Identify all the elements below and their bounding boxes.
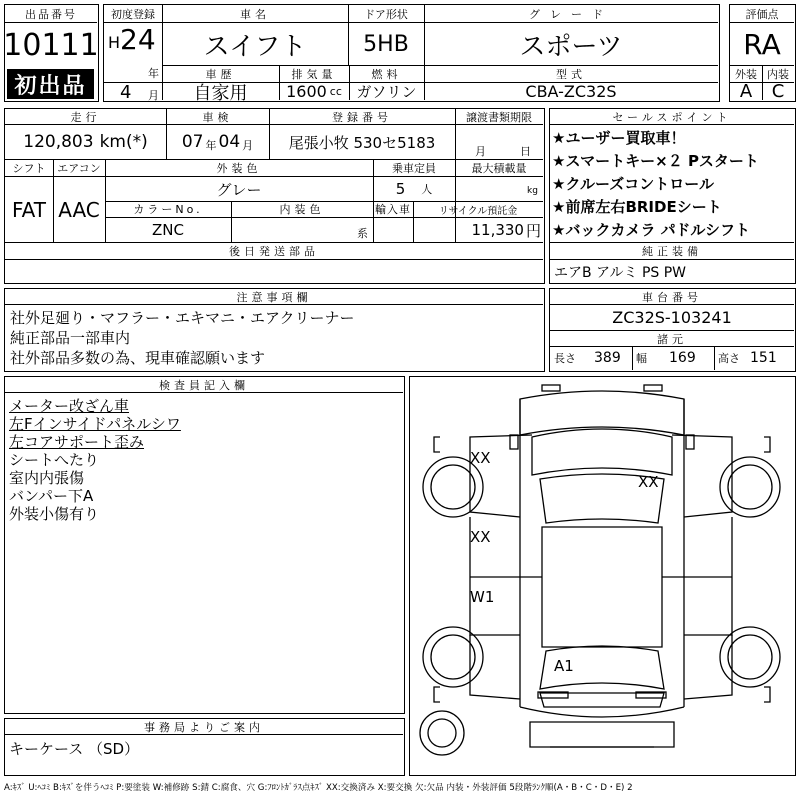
car-name: スイフト (203, 31, 307, 62)
car-name-label: 車名 (240, 7, 270, 21)
transfer-day-unit: 日 (520, 145, 531, 158)
grade: スポーツ (519, 31, 623, 62)
height-label: 高さ (718, 352, 740, 365)
height-value: 151 (750, 350, 777, 366)
damage-mark: XX (470, 528, 491, 546)
chassis-box (549, 288, 796, 372)
inspector-line: 左コアサポート歪み (9, 433, 145, 451)
vehicle-info-box (103, 4, 720, 102)
insp-month-unit: 月 (242, 139, 254, 152)
displacement (279, 83, 349, 100)
notes-box (4, 288, 545, 372)
lot-number-box (4, 4, 99, 102)
length-value: 389 (594, 350, 621, 366)
car-diagram (410, 377, 794, 774)
note-line: 社外足廻り・マフラー・エキマニ・エアクリーナー (10, 309, 355, 327)
ext-grade: A (739, 81, 753, 102)
inspector-line: 外装小傷有り (9, 505, 100, 523)
insp-month: 04 (218, 132, 241, 152)
inspector-line: 室内内張傷 (9, 469, 85, 487)
inspection-label: 車検 (202, 110, 233, 124)
displacement-unit: cc (329, 85, 342, 98)
displacement-value: 1600 (286, 82, 327, 101)
sales-point: ★スマートキー×２ Pスタート (552, 152, 759, 170)
insp-year: 07 (181, 132, 204, 152)
reg-month: 4 (120, 82, 132, 103)
width-label: 幅 (636, 352, 647, 365)
spare-wheel (420, 711, 464, 755)
transfer-label: 譲渡書類期限 (466, 110, 532, 124)
interior-color-label: 内装色 (279, 203, 325, 216)
plate-label: 登録番号 (332, 110, 392, 124)
equipment: エアB アルミ PS PW (554, 265, 687, 281)
int-grade: C (771, 81, 785, 102)
displacement-label: 排気量 (291, 67, 337, 81)
max-load-unit: kg (527, 186, 538, 196)
capacity-label: 乗車定員 (392, 162, 436, 175)
history: 自家用 (193, 82, 248, 104)
ext-label: 外装 (735, 67, 757, 81)
lot-number: 10111 (3, 27, 99, 63)
note-line: 社外部品多数の為、現車確認願います (10, 349, 266, 367)
reg-year: 24 (120, 23, 156, 56)
interior-color-suffix: 系 (357, 227, 368, 240)
insp-year-unit: 年 (205, 139, 217, 152)
inspector-line: 左Fインサイドパネルシワ (9, 415, 181, 433)
damage-mark: XX (470, 449, 491, 467)
recycle-unit: 円 (525, 221, 541, 240)
capacity (373, 177, 455, 201)
wheel-rear-right (720, 627, 780, 687)
capacity-unit: 人 (421, 183, 433, 196)
door-type: 5HB (363, 31, 409, 57)
sales-point: ★ユーザー買取車！ (552, 129, 686, 147)
shift: FAT (11, 197, 46, 222)
ac: AAC (58, 197, 100, 222)
sales-points-box (549, 108, 796, 284)
transfer-month-unit: 月 (475, 145, 486, 158)
int-label: 内装 (767, 67, 789, 81)
office-note: キーケース （SD） (9, 740, 140, 758)
note-line: 純正部品一部車内 (10, 329, 131, 347)
inspector-line: シートへたり (9, 451, 100, 469)
inspector-box (4, 376, 405, 714)
fuel-label: 燃料 (371, 67, 402, 81)
details-box (4, 108, 545, 284)
wheel-front-right (720, 457, 780, 517)
chassis-label: 車台番号 (642, 290, 702, 304)
equipment-label: 純正装備 (642, 245, 702, 258)
import-label: 輸入車 (375, 203, 411, 216)
recycle-value: 11,330 (471, 221, 524, 239)
first-listing-badge: 初出品 (7, 69, 94, 99)
ac-label: エアコン (57, 162, 101, 175)
exterior-color: グレー (216, 180, 262, 199)
exterior-color-label: 外装色 (216, 162, 262, 175)
mileage (5, 125, 166, 159)
color-no: ZNC (152, 221, 184, 239)
height (718, 350, 777, 366)
inspector-line: バンパー下A (9, 487, 94, 505)
score: RA (743, 27, 781, 61)
car-diagram-box (409, 376, 796, 776)
length (554, 350, 621, 366)
mileage-value: 120,803 (23, 132, 94, 152)
chassis-number: ZC32S-103241 (612, 307, 732, 327)
width (636, 350, 696, 366)
sales-point: ★バックカメラ パドルシフト (552, 221, 750, 239)
sales-point: ★前席左右BRIDEシート (552, 198, 722, 216)
color-no-label: カラーNo. (133, 203, 203, 216)
recycle-label: リサイクル預託金 (438, 205, 518, 217)
fuel: ガソリン (356, 83, 417, 101)
notes-label: 注意事項欄 (236, 290, 312, 304)
sales-point: ★クルーズコントロール (552, 175, 714, 193)
inspector-label: 検査員記入欄 (159, 378, 249, 392)
sales-points-label: セールスポイント (612, 110, 732, 124)
office-label: 事務局よりご案内 (144, 720, 264, 734)
damage-mark: XX (638, 473, 659, 491)
length-label: 長さ (554, 352, 576, 365)
recycle (413, 218, 543, 242)
shift-label: シフト (12, 162, 46, 175)
score-box (729, 4, 796, 102)
model: CBA-ZC32S (525, 82, 617, 101)
first-reg-label: 初度登録 (111, 7, 155, 21)
reg-year-unit: 年 (148, 67, 159, 80)
capacity-value: 5 (395, 180, 406, 198)
reg-month-unit: 月 (148, 89, 159, 102)
inspection-date (166, 125, 269, 159)
inspector-line: メーター改ざん車 (9, 397, 130, 415)
dims-label: 諸元 (657, 332, 687, 346)
history-label: 車歴 (205, 67, 236, 81)
lot-number-label: 出品番号 (25, 7, 77, 21)
model-label: 型式 (556, 67, 586, 81)
office-box (4, 718, 405, 776)
plate: 尾張小牧 530セ5183 (288, 133, 436, 152)
era-prefix: H (108, 33, 121, 52)
width-value: 169 (669, 350, 696, 366)
score-label: 評価点 (745, 7, 779, 21)
damage-mark: A1 (554, 657, 574, 675)
door-label: ドア形状 (364, 7, 408, 21)
wheel-rear-left (423, 627, 483, 687)
legend: A:ｷｽﾞ U:ﾍｺﾐ B:ｷｽﾞを伴うﾍｺﾐ P:要塗装 W:補修跡 S:錆 C:腐食、穴 G:ﾌﾛﾝﾄｶﾞﾗｽ点ｷｽﾞ XX:交換済み X:要交換 欠:欠品 内装・外装評価 5段階ﾗﾝｸ順(A・B・C・D・E) 2 (4, 783, 633, 793)
max-load-label: 最大積載量 (471, 162, 527, 175)
mileage-label: 走行 (70, 110, 101, 124)
mileage-unit: km(*) (99, 132, 148, 152)
damage-mark: W1 (470, 588, 495, 606)
grade-label: グレード (529, 7, 613, 21)
deferred-parts-label: 後日発送部品 (229, 245, 319, 258)
